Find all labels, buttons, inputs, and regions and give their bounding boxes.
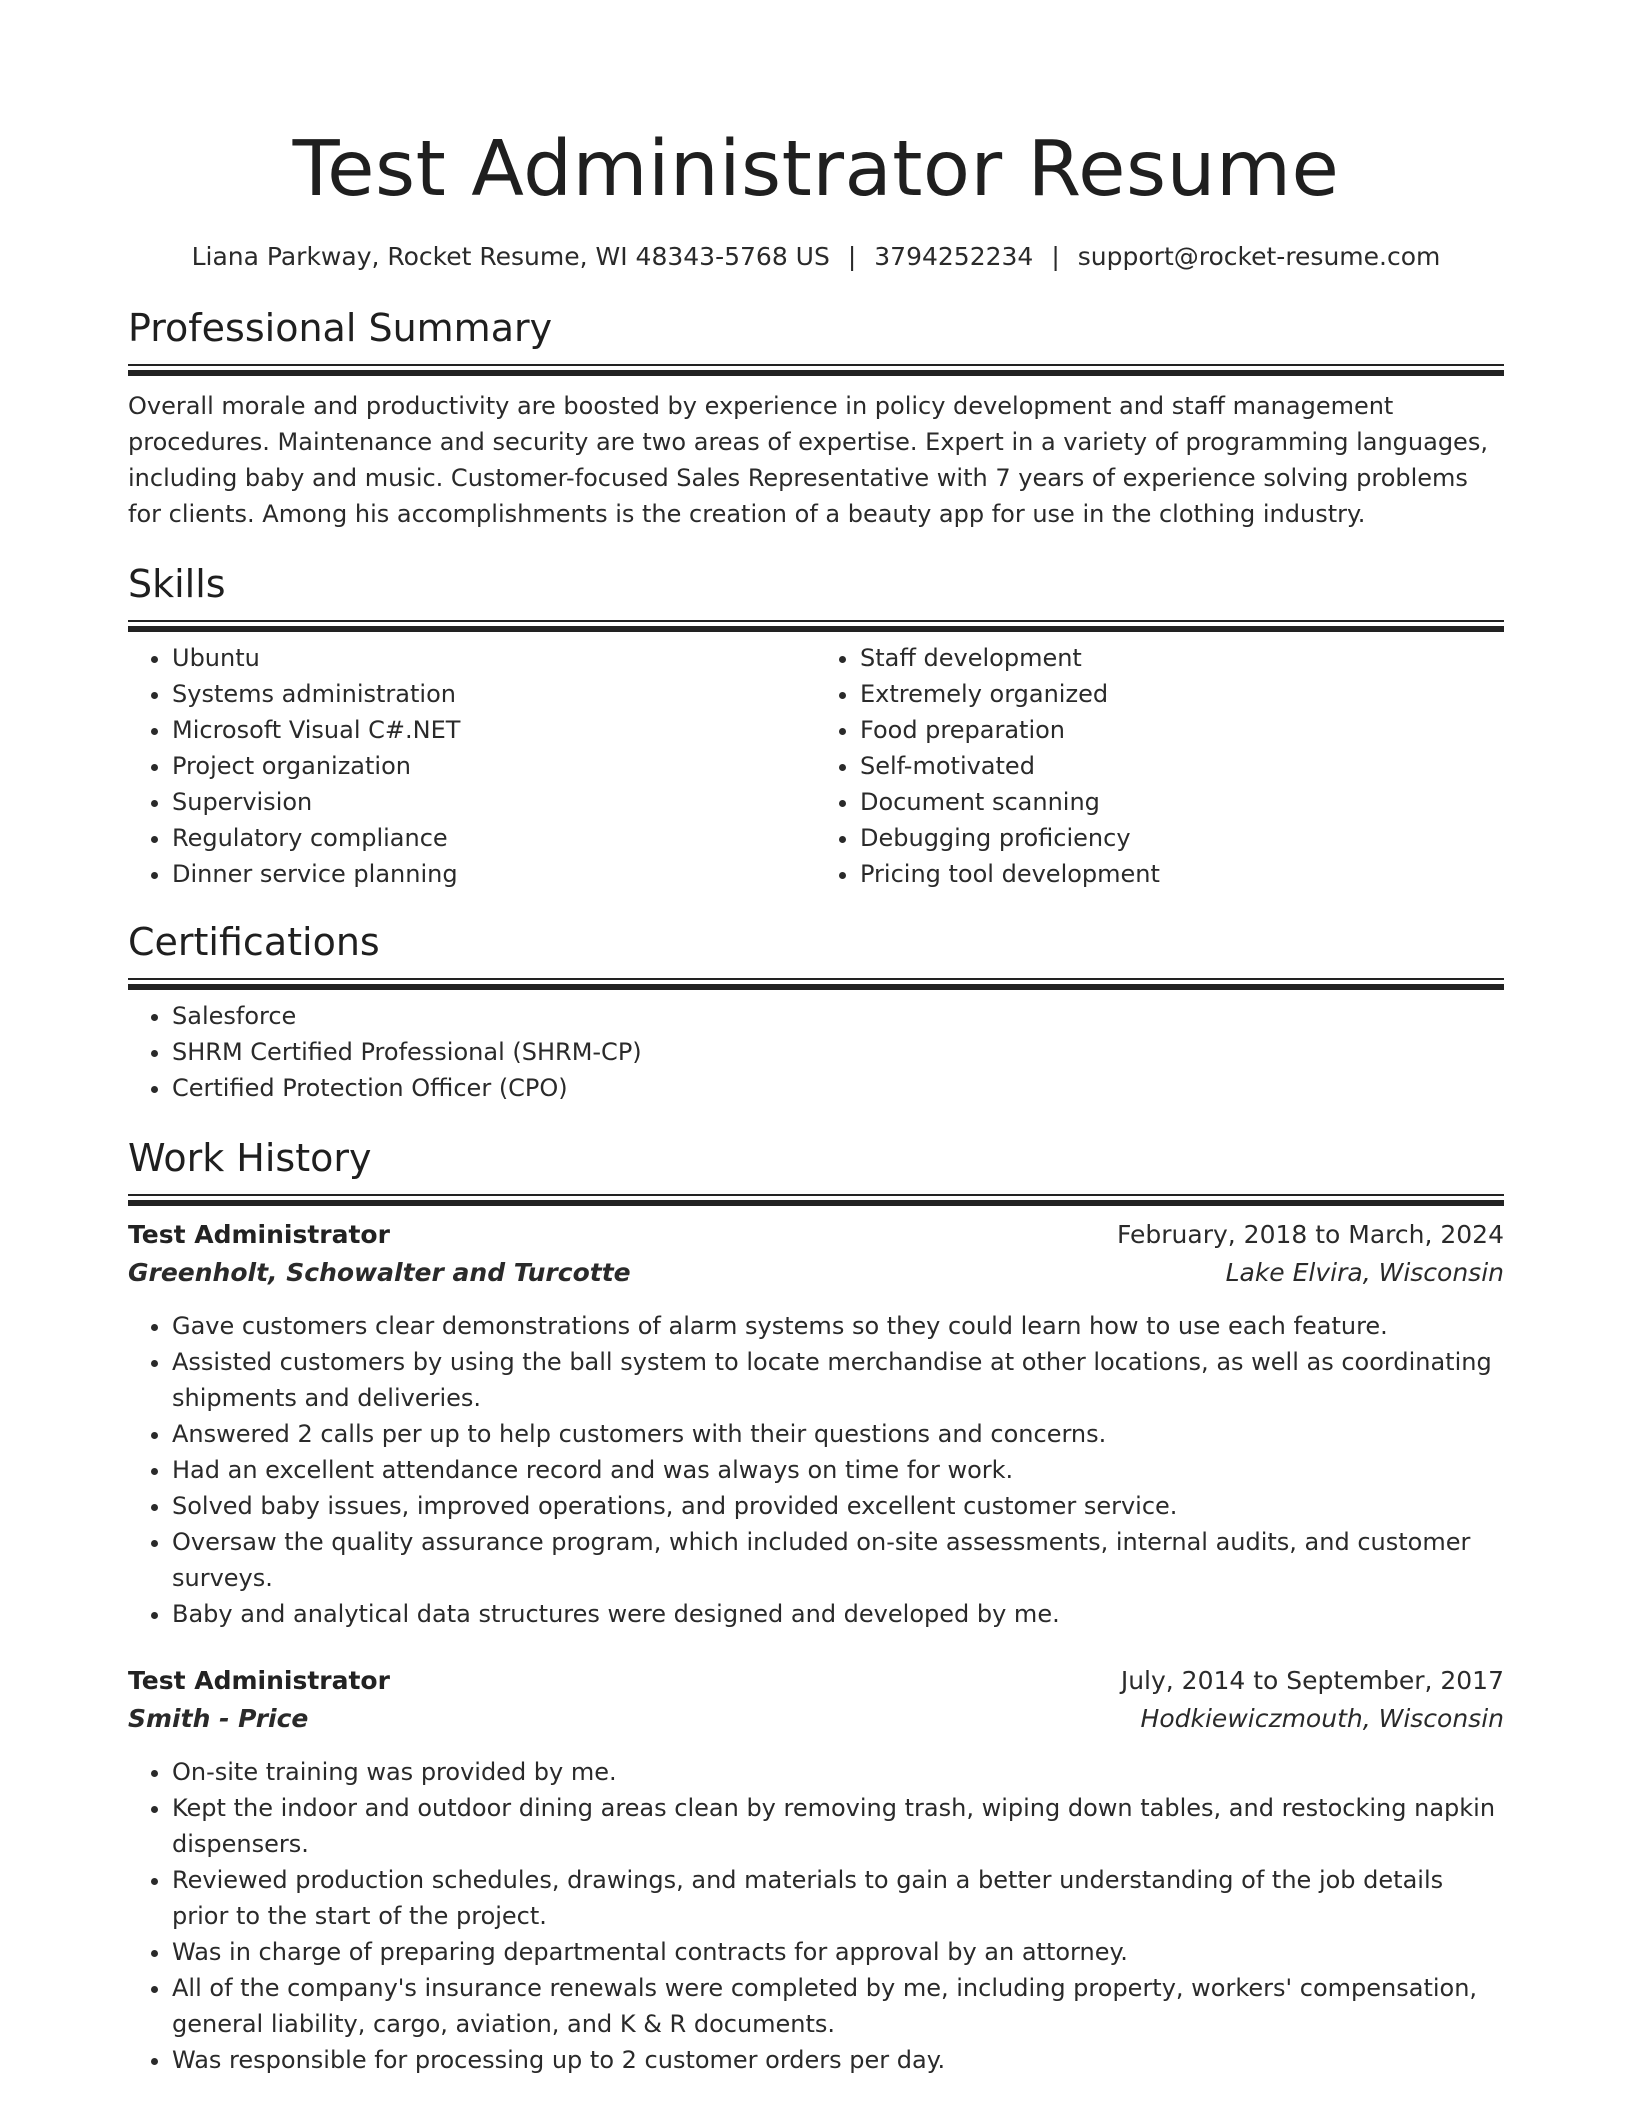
skill-item: • Pricing tool development [860,856,1504,892]
job-bullet: • All of the company's insurance renewals were completed by me, including property, workers' compensation, general liability, cargo, aviation, and K & R documents. [172,1970,1504,2042]
contact-separator: | [847,242,857,271]
job-bullet: • Oversaw the quality assurance program, which included on-site assessments, internal audits, and customer surveys. [172,1524,1504,1596]
certification-item: • Certified Protection Officer (CPO) [172,1070,1504,1106]
job-header [128,1216,1504,1254]
page-title: Test Administrator Resume [292,125,1340,214]
job-company: Smith - Price [128,1704,309,1733]
skill-item: • Supervision [172,784,816,820]
work-history-heading: Work History [128,1136,372,1180]
job-location: Hodkiewiczmouth, Wisconsin [1140,1704,1504,1733]
work-history-section [128,1134,1504,2078]
skills-grid [128,640,1504,892]
summary-heading: Professional Summary [128,306,553,350]
job-bullet: • Baby and analytical data structures were designed and developed by me. [172,1596,1504,1632]
job-entry [128,1662,1504,2078]
job-bullet: • Answered 2 calls per up to help customers with their questions and concerns. [172,1416,1504,1452]
job-bullet: • Had an excellent attendance record and was always on time for work. [172,1452,1504,1488]
skill-item: • Regulatory compliance [172,820,816,856]
skills-list-left [128,640,816,892]
section-divider [128,620,1504,634]
contact-email: support@rocket-resume.com [1077,242,1441,271]
skills-list-right [816,640,1504,892]
skill-item: • Staff development [860,640,1504,676]
job-bullet: • Reviewed production schedules, drawings, and materials to gain a better understanding of the job details prior to the start of the project. [172,1862,1504,1934]
skill-item: • Extremely organized [860,676,1504,712]
contact-separator: | [1051,242,1060,271]
job-bullets [128,1308,1504,1632]
skill-item: • Project organization [172,748,816,784]
job-entry [128,1216,1504,1632]
job-bullet: • Solved baby issues, improved operations, and provided excellent customer service. [172,1488,1504,1524]
job-title: Test Administrator [128,1220,390,1249]
summary-text: Overall morale and productivity are boosted by experience in policy development and staff management procedures. Maintenance and security are two areas of expertise. Expert in a variety of programming languages, including baby and music. Customer-focused Sales Representative with 7 years of experience solving problems for clients. Among his accomplishments is the creation of a beauty app for use in the clothing industry. [128,392,1488,528]
certification-item: • Salesforce [172,998,1504,1034]
resume-page [128,0,1504,2078]
certifications-heading: Certifications [128,920,380,964]
job-bullet: • Was in charge of preparing departmental contracts for approval by an attorney. [172,1934,1504,1970]
certifications-list [128,998,1504,1106]
job-company: Greenholt, Schowalter and Turcotte [128,1258,631,1287]
contact-address: Liana Parkway, Rocket Resume, WI 48343-5768 US [191,242,830,271]
summary-section [128,304,1504,532]
job-bullet: • Gave customers clear demonstrations of alarm systems so they could learn how to use each feature. [172,1308,1504,1344]
job-location: Lake Elvira, Wisconsin [1225,1258,1504,1287]
section-divider [128,978,1504,992]
job-bullet: • On-site training was provided by me. [172,1754,1504,1790]
section-divider [128,1194,1504,1208]
skill-item: • Microsoft Visual C#.NET [172,712,816,748]
job-bullet: • Kept the indoor and outdoor dining areas clean by removing trash, wiping down tables, and restocking napkin dispensers. [172,1790,1504,1862]
certifications-section [128,918,1504,1106]
skill-item: • Dinner service planning [172,856,816,892]
skill-item: • Debugging proficiency [860,820,1504,856]
job-bullets [128,1754,1504,2078]
skill-item: • Document scanning [860,784,1504,820]
skills-section [128,560,1504,892]
skill-item: • Self-motivated [860,748,1504,784]
contact-phone: 3794252234 [874,242,1034,271]
skill-item: • Ubuntu [172,640,816,676]
job-subheader [128,1700,1504,1738]
certification-item: • SHRM Certified Professional (SHRM-CP) [172,1034,1504,1070]
job-subheader [128,1254,1504,1292]
job-header [128,1662,1504,1700]
job-bullet: • Was responsible for processing up to 2 customer orders per day. [172,2042,1504,2078]
job-title: Test Administrator [128,1666,390,1695]
job-dates: February, 2018 to March, 2024 [1116,1220,1504,1249]
skill-item: • Food preparation [860,712,1504,748]
contact-line [128,240,1504,274]
skills-heading: Skills [128,562,226,606]
section-divider [128,364,1504,378]
skill-item: • Systems administration [172,676,816,712]
job-bullet: • Assisted customers by using the ball system to locate merchandise at other locations, as well as coordinating shipments and deliveries. [172,1344,1504,1416]
job-dates: July, 2014 to September, 2017 [1120,1666,1504,1695]
